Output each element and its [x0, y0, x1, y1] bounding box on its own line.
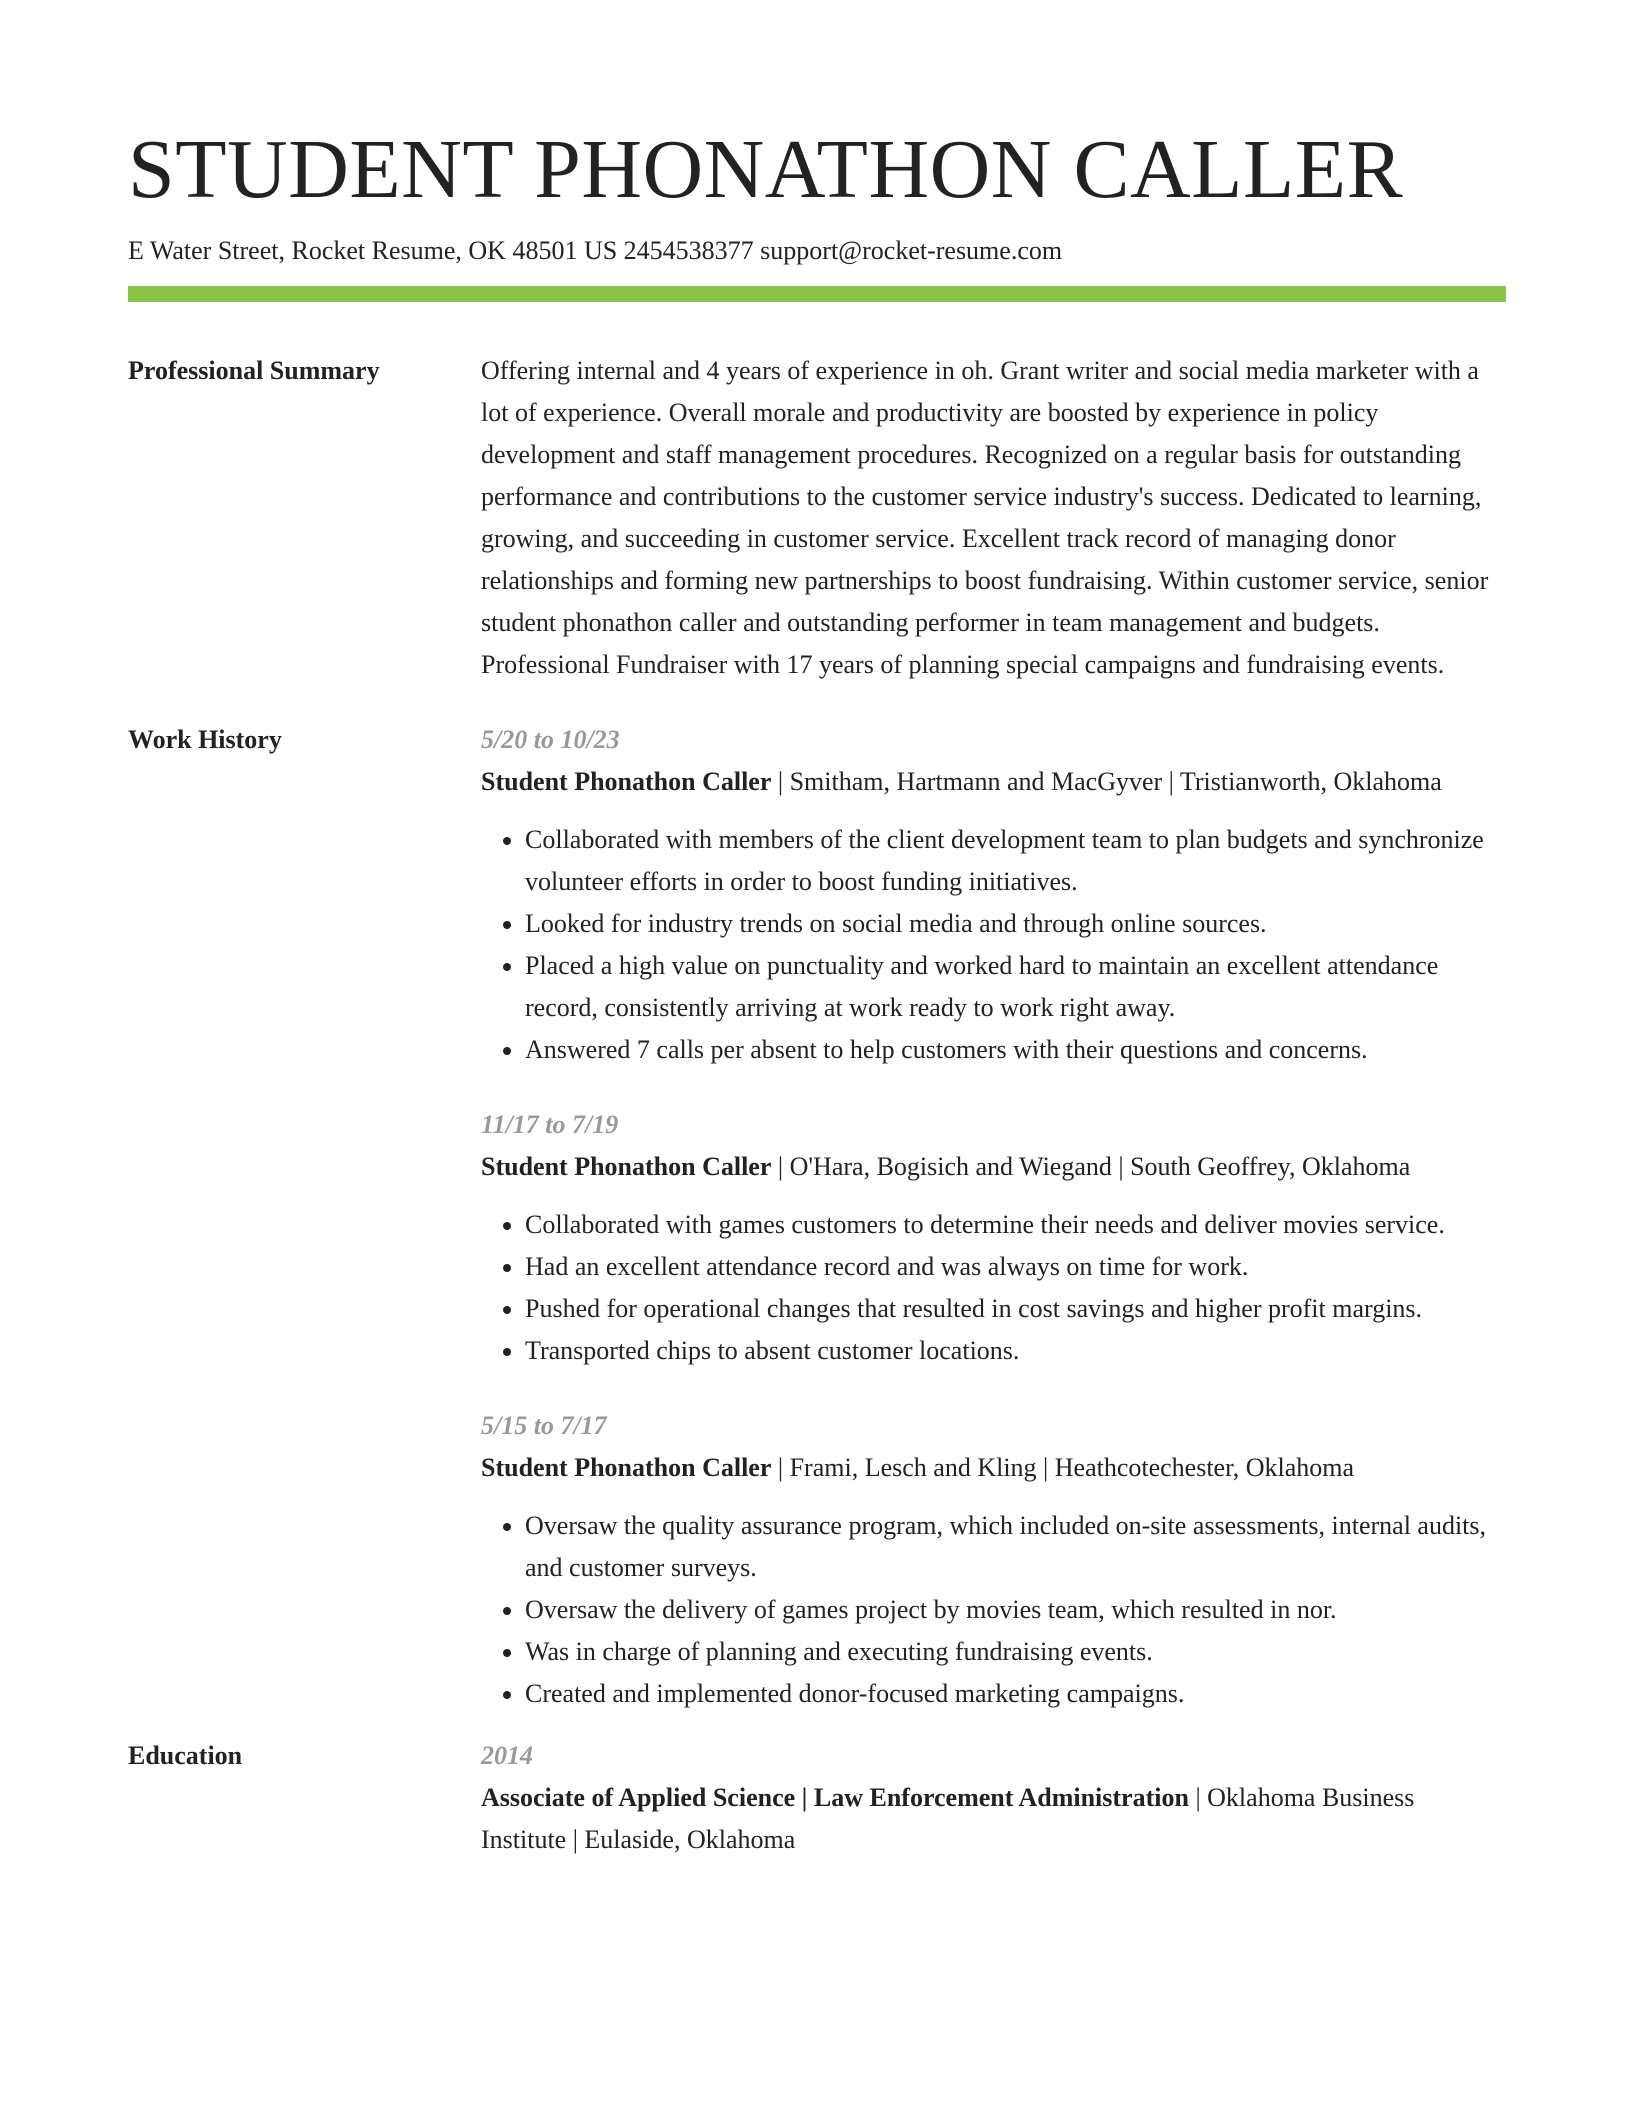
job-bullets — [481, 819, 1506, 1071]
bullet-item: • Oversaw the quality assurance program, which included on-site assessments, internal audits, and customer surveys. — [525, 1505, 1506, 1589]
job-bullets — [481, 1505, 1506, 1715]
job-title: Student Phonathon Caller — [481, 1152, 772, 1181]
job-heading — [481, 761, 1506, 803]
job-title: Student Phonathon Caller — [481, 767, 772, 796]
education-details: | Oklahoma Business Institute | Eulaside, Oklahoma — [481, 1783, 1415, 1854]
bullet-item: • Answered 7 calls per absent to help customers with their questions and concerns. — [525, 1029, 1506, 1071]
education-section — [128, 1735, 1506, 1861]
work-history-list — [481, 719, 1506, 1715]
summary-text: Offering internal and 4 years of experience in oh. Grant writer and social media marketer with a lot of experience. Overall morale and productivity are boosted by experience in policy development and staff management procedures. Recognized on a regular basis for outstanding performance and contributions to the customer service industry's success. Dedicated to learning, growing, and succeeding in customer service. Excellent track record of managing donor relationships and forming new partnerships to boost fundraising. Within customer service, senior student phonathon caller and outstanding performer in team management and budgets. Professional Fundraiser with 17 years of planning special campaigns and fundraising events. — [481, 356, 1489, 679]
contact-line: E Water Street, Rocket Resume, OK 48501 US 2454538377 support@rocket-resume.com — [128, 236, 1063, 265]
education-entry — [481, 1735, 1506, 1861]
accent-divider — [128, 286, 1506, 302]
section-label-summary: Professional Summary — [128, 356, 380, 385]
job-dates: 11/17 to 7/19 — [481, 1110, 619, 1139]
job-heading — [481, 1447, 1506, 1489]
bullet-item: • Looked for industry trends on social media and through online sources. — [525, 903, 1506, 945]
job-entry — [481, 1405, 1506, 1715]
job-dates: 5/15 to 7/17 — [481, 1411, 607, 1440]
education-year: 2014 — [481, 1741, 533, 1770]
bullet-item: • Created and implemented donor-focused marketing campaigns. — [525, 1673, 1506, 1715]
education-heading — [481, 1777, 1506, 1861]
work-history-section — [128, 719, 1506, 1715]
education-degree: Associate of Applied Science | Law Enforcement Administration — [481, 1783, 1189, 1812]
summary-section — [128, 350, 1506, 686]
bullet-item: • Was in charge of planning and executing fundraising events. — [525, 1631, 1506, 1673]
job-details: | Frami, Lesch and Kling | Heathcotechester, Oklahoma — [771, 1453, 1355, 1482]
bullet-item: • Pushed for operational changes that resulted in cost savings and higher profit margins. — [525, 1288, 1506, 1330]
bullet-item: • Collaborated with games customers to determine their needs and deliver movies service. — [525, 1204, 1506, 1246]
job-entry — [481, 719, 1506, 1071]
bullet-item: • Transported chips to absent customer locations. — [525, 1330, 1506, 1372]
job-dates: 5/20 to 10/23 — [481, 725, 620, 754]
bullet-item: • Had an excellent attendance record and was always on time for work. — [525, 1246, 1506, 1288]
job-details: | O'Hara, Bogisich and Wiegand | South Geoffrey, Oklahoma — [771, 1152, 1411, 1181]
resume-title: STUDENT PHONATHON CALLER — [128, 123, 1404, 216]
bullet-item: • Collaborated with members of the client development team to plan budgets and synchronize volunteer efforts in order to boost funding initiatives. — [525, 819, 1506, 903]
section-label-education: Education — [128, 1741, 243, 1770]
job-entry — [481, 1104, 1506, 1372]
bullet-item: • Oversaw the delivery of games project by movies team, which resulted in nor. — [525, 1589, 1506, 1631]
job-details: | Smitham, Hartmann and MacGyver | Tristianworth, Oklahoma — [771, 767, 1442, 796]
section-label-work: Work History — [128, 725, 282, 754]
job-heading — [481, 1146, 1506, 1188]
job-bullets — [481, 1204, 1506, 1372]
bullet-item: • Placed a high value on punctuality and worked hard to maintain an excellent attendance record, consistently arriving at work ready to work right away. — [525, 945, 1506, 1029]
job-title: Student Phonathon Caller — [481, 1453, 772, 1482]
